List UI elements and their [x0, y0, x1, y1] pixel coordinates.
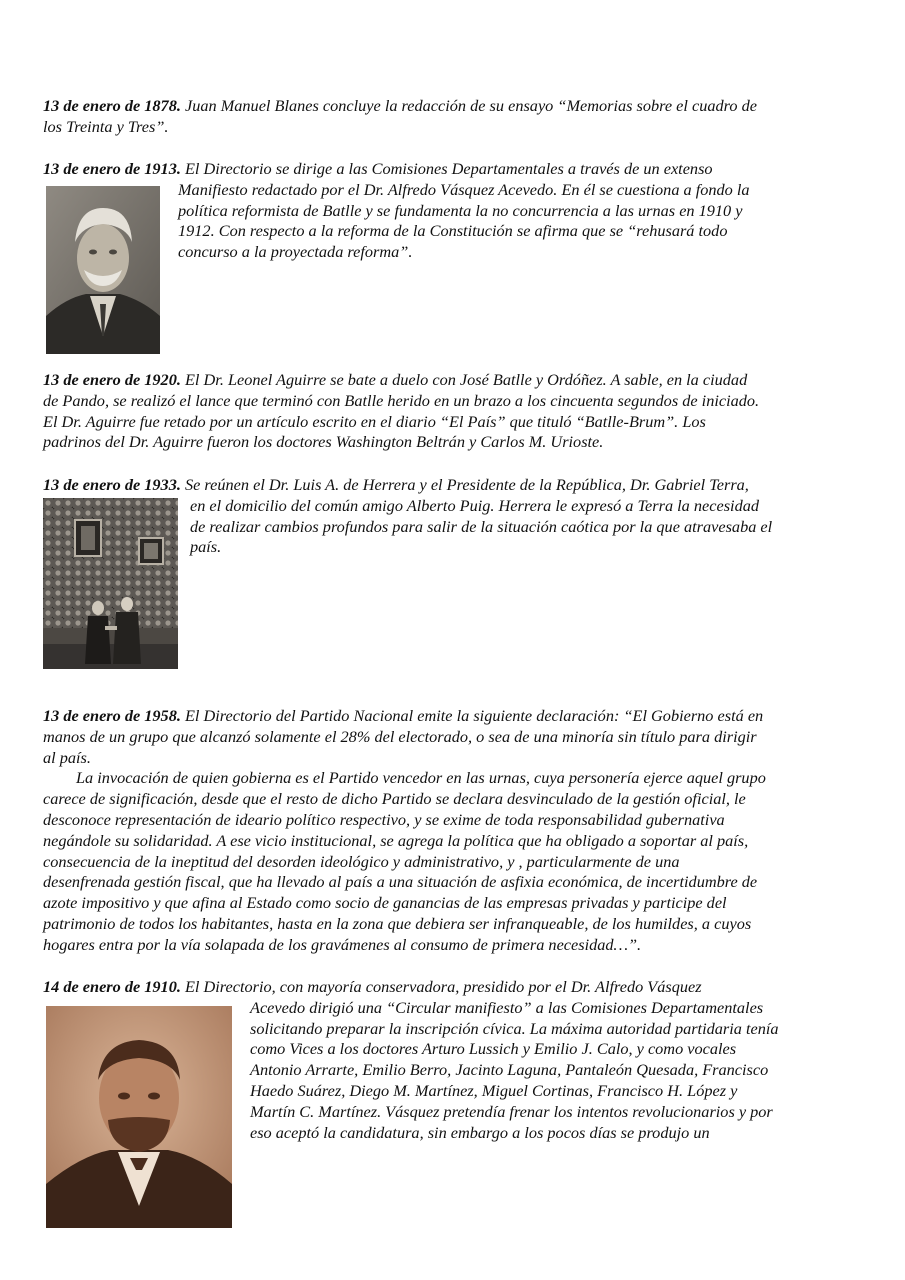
entry-line: concurso a la proyectada reforma”. — [178, 242, 413, 262]
entry-line: en el domicilio del común amigo Alberto Puig. Herrera le expresó a Terra la necesidad — [190, 495, 759, 515]
entry-line: azote impositivo y que afina al Estado como socio de ganancias de las empresas privadas y participe del — [43, 893, 727, 913]
entry-line: Martín C. Martínez. Vásquez pretendía frenar los intentos revolucionarios y por — [250, 1101, 773, 1121]
entry-line: El Dr. Aguirre fue retado por un artículo escrito en el diario “El País” que tituló “Batlle-Brum”. Los — [43, 411, 706, 431]
entry-line: Antonio Arrarte, Emilio Berro, Jacinto Laguna, Pantaleón Quesada, Francisco — [250, 1060, 769, 1080]
entry-line: carece de significación, desde que el resto de dicho Partido se declara desvinculado de la gestión oficial, le — [43, 789, 746, 809]
entry-line: desenfrenada gestión fiscal, que ha llevado al país a una situación de asfixia económica, de incertidumbre de — [43, 872, 758, 892]
entry-1878 — [43, 96, 861, 138]
entry-line: eso aceptó la candidatura, sin embargo a los pocos días se produjo un — [250, 1122, 710, 1142]
entry-1958 — [43, 706, 861, 956]
entry-line: los Treinta y Tres”. — [43, 116, 169, 136]
meeting-photo-herrera-terra — [43, 498, 178, 669]
entry-line: 13 de enero de 1878. Juan Manuel Blanes concluye la redacción de su ensayo “Memorias sobre el cuadro de — [43, 96, 757, 115]
entry-line: desconoce representación de ideario político respectivo, y se exime de toda responsabilidad gubernativa — [43, 809, 725, 829]
entry-date: 14 de enero de 1910. — [43, 977, 181, 996]
entry-line: padrinos del Dr. Aguirre fueron los doctores Washington Beltrán y Carlos M. Urioste. — [43, 432, 604, 452]
entry-line: 13 de enero de 1913. El Directorio se dirige a las Comisiones Departamentales a través de un extenso — [43, 159, 713, 178]
entry-line: Manifiesto redactado por el Dr. Alfredo Vásquez Acevedo. En él se cuestiona a fondo la — [178, 179, 750, 199]
entry-line: 13 de enero de 1920. El Dr. Leonel Aguirre se bate a duelo con José Batlle y Ordóñez. A sable, en la ciudad — [43, 370, 748, 389]
entry-line: Haedo Suárez, Diego M. Martínez, Miguel Cortinas, Francisco H. López y — [250, 1080, 738, 1100]
entry-line: manos de un grupo que alcanzó solamente el 28% del electorado, o sea de una minoría sin título para dirigir — [43, 726, 757, 746]
entry-line: patrimonio de todos los habitantes, hasta en la zona que debiera ser infranqueable, de los humildes, a cuyos — [43, 913, 752, 933]
portrait-photo-vasquez-acevedo-elder — [46, 186, 160, 354]
entry-line: hogares entra por la vía solapada de los gravámenes al consumo de primera necesidad…”. — [43, 934, 642, 954]
entry-1913 — [43, 159, 861, 263]
entry-date: 13 de enero de 1933. — [43, 475, 181, 494]
entry-line: 13 de enero de 1933. Se reúnen el Dr. Luis A. de Herrera y el Presidente de la República, Dr. Gabriel Terra, — [43, 475, 749, 494]
entry-line: política reformista de Batlle y se fundamenta la no concurrencia a las urnas en 1910 y — [178, 200, 743, 220]
entry-date: 13 de enero de 1878. — [43, 96, 181, 115]
entry-line: de realizar cambios profundos para salir de la situación caótica por la que atravesaba el — [190, 516, 773, 536]
entry-line: Acevedo dirigió una “Circular manifiesto” a las Comisiones Departamentales — [250, 997, 764, 1017]
entry-line: al país. — [43, 747, 91, 767]
entry-line: país. — [190, 537, 222, 557]
entry-line: solicitando preparar la inscripción cívica. La máxima autoridad partidaria tenía — [250, 1018, 779, 1038]
entry-date: 13 de enero de 1913. — [43, 159, 181, 178]
entry-date: 13 de enero de 1920. — [43, 370, 181, 389]
entry-line: La invocación de quien gobierna es el Partido vencedor en las urnas, cuya personería ejerce aquel grupo — [76, 768, 766, 788]
entry-line: negándole su solidaridad. A ese vicio institucional, se agrega la política que ha obligado a soportar al país, — [43, 830, 749, 850]
entry-1920 — [43, 370, 861, 453]
entry-line: como Vices a los doctores Arturo Lussich y Emilio J. Calo, y como vocales — [250, 1039, 737, 1059]
entry-line: 14 de enero de 1910. El Directorio, con mayoría conservadora, presidido por el Dr. Alfredo Vásquez — [43, 977, 702, 996]
entry-line: 13 de enero de 1958. El Directorio del Partido Nacional emite la siguiente declaración: “El Gobierno está en — [43, 706, 764, 725]
entry-line: 1912. Con respecto a la reforma de la Constitución se afirma que se “rehusará todo — [178, 221, 728, 241]
portrait-photo-vasquez-acevedo-sepia — [46, 1006, 232, 1228]
entry-line: consecuencia de la ineptitud del desorden ideológico y administrativo, y , particularmente de una — [43, 851, 680, 871]
entry-date: 13 de enero de 1958. — [43, 706, 181, 725]
entry-line: de Pando, se realizó el lance que terminó con Batlle herido en un brazo a los cincuenta segundos de iniciado. — [43, 390, 760, 410]
